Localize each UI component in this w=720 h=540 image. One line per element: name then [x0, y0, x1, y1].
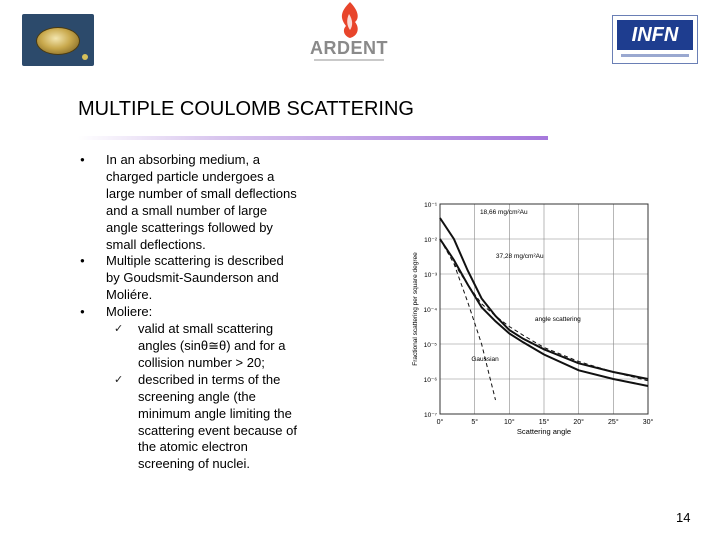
sub-bullet-line: collision number > 20;: [138, 354, 265, 370]
bullet-line: angle scatterings followed by: [106, 219, 273, 235]
sub-bullet-line: the atomic electron: [138, 439, 248, 455]
ardent-wordmark: ARDENT: [310, 38, 388, 58]
x-tick-label: 20°: [573, 419, 584, 426]
x-tick-label: 0°: [436, 419, 444, 426]
x-axis-label: Scattering angle: [516, 427, 572, 436]
sub-bullet-item: [80, 372, 320, 473]
bullet-item: [80, 253, 320, 304]
y-tick-label: 10⁻⁴: [423, 307, 437, 314]
x-tick-label: 10°: [504, 419, 515, 426]
chart-annotation: 37,28 mg/cm²Au: [495, 253, 544, 260]
sub-bullet-line: screening of nuclei.: [138, 456, 251, 472]
infn-wordmark: INFN: [631, 24, 679, 46]
bullet-line: by Goudsmit-Saunderson and: [106, 270, 279, 286]
ardent-logo: [300, 0, 396, 66]
y-tick-label: 10⁻⁵: [423, 342, 437, 349]
bullet-line: Moliere:: [106, 304, 153, 320]
bullet-line: Multiple scattering is described: [106, 253, 284, 269]
y-tick-label: 10⁻¹: [424, 202, 437, 209]
bullet-dot-icon: ●: [80, 155, 85, 164]
title-underline: [78, 136, 548, 140]
flame-icon: [300, 0, 396, 40]
y-tick-label: 10⁻²: [424, 237, 437, 244]
bullet-line: In an absorbing medium, a: [106, 152, 260, 167]
sub-bullet-line: screening angle (the: [138, 388, 256, 404]
conference-logo: [22, 14, 94, 66]
y-tick-label: 10⁻³: [424, 272, 437, 279]
medal-icon: [36, 27, 80, 55]
chart-annotation: angle scattering: [534, 316, 581, 323]
sub-bullet-line: angles (sinθ≅θ) and for a: [138, 337, 286, 353]
series-line: [440, 239, 496, 400]
sub-bullet-line: minimum angle limiting the: [138, 405, 292, 421]
bullet-line: charged particle undergoes a: [106, 168, 275, 184]
infn-subtitle: [621, 54, 689, 57]
bullet-line: large number of small deflections: [106, 185, 297, 201]
y-axis-label: Fractional scattering per square degree: [412, 252, 419, 366]
infn-logo: [612, 15, 698, 64]
y-tick-label: 10⁻⁷: [423, 412, 437, 419]
x-tick-label: 15°: [538, 419, 550, 426]
bullet-item: [80, 304, 320, 321]
bullet-list: [80, 152, 320, 473]
sub-bullet-item: [80, 321, 320, 372]
scattering-chart: [408, 192, 660, 442]
x-tick-label: 25°: [608, 419, 619, 426]
sub-bullet-line: valid at small scattering: [138, 321, 274, 337]
bullet-line: and a small number of large: [106, 202, 268, 218]
bullet-line: Moliére.: [106, 287, 153, 303]
checkmark-icon: ✓: [114, 323, 124, 336]
bullet-dot-icon: ●: [80, 307, 85, 317]
bullet-line: small deflections.: [106, 236, 206, 252]
bullet-item: [80, 152, 320, 253]
page-number: 14: [676, 510, 691, 525]
y-tick-label: 10⁻⁶: [423, 377, 437, 384]
x-tick-label: 30°: [642, 419, 654, 426]
logo-dot-icon: [82, 54, 88, 60]
slide-title: MULTIPLE COULOMB SCATTERING: [78, 98, 414, 120]
ardent-tagline: [314, 59, 384, 61]
checkmark-icon: ✓: [114, 373, 124, 386]
chart-annotation: 18,66 mg/cm²Au: [479, 209, 528, 216]
chart-annotation: Gaussian: [471, 356, 499, 363]
sub-bullet-line: scattering event because of: [138, 422, 297, 438]
sub-bullet-line: described in terms of the: [138, 371, 281, 387]
x-tick-label: 5°: [471, 419, 479, 426]
bullet-dot-icon: ●: [80, 256, 85, 266]
